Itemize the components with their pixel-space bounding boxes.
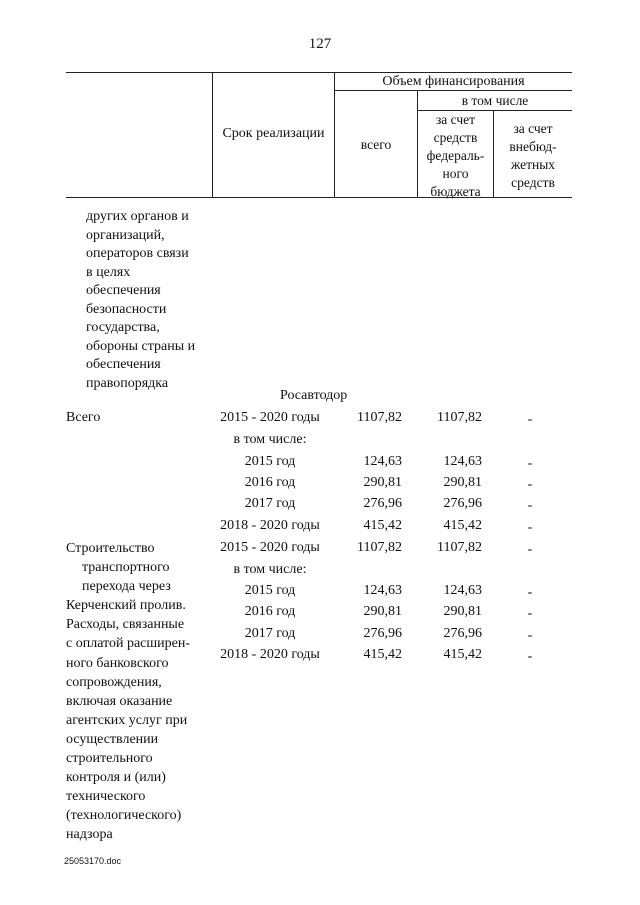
- g2-label-line: строительного: [66, 751, 153, 767]
- header-total: всего: [360, 137, 392, 152]
- g1-total-3: 290,81: [363, 475, 402, 490]
- desc-line: организаций,: [86, 227, 165, 243]
- g2-label-line: перехода через: [82, 579, 171, 595]
- header-federal-line: средств: [433, 130, 478, 145]
- desc-line: операторов связи: [86, 246, 189, 261]
- g2-label-line: включая оказание: [66, 693, 173, 709]
- g2-total-5: 415,42: [363, 647, 402, 662]
- header-federal: [418, 111, 493, 201]
- g2-extra-5: -: [527, 649, 533, 664]
- header-extra-line: жетных: [510, 157, 556, 172]
- g2-label-line: агентских услуг при: [66, 712, 188, 728]
- group1-label: Всего: [66, 410, 101, 425]
- page-number: 127: [308, 36, 332, 52]
- g2-federal-3: 290,81: [443, 604, 482, 619]
- g1-total-4: 276,96: [363, 496, 402, 511]
- g2-extra-3: -: [527, 606, 533, 621]
- g1-extra-2: -: [527, 456, 533, 471]
- header-extra-line: средств: [511, 175, 555, 190]
- g2-label-line: технического: [66, 789, 146, 805]
- header-period: Срок реализации: [222, 126, 325, 141]
- header-extra-line: за счет: [513, 121, 553, 136]
- g1-period-4: 2017 год: [244, 496, 296, 511]
- g2-period-1: в том числе:: [233, 562, 307, 577]
- desc-line: в целях: [86, 264, 131, 280]
- g2-label-line: надзора: [66, 827, 113, 843]
- g2-label-line: с оплатой расширен-: [66, 636, 191, 652]
- g1-federal-4: 276,96: [443, 496, 482, 511]
- g2-period-2: 2015 год: [244, 583, 296, 598]
- footer-document-code: 25053170.doc: [64, 856, 122, 866]
- g2-total-4: 276,96: [363, 626, 402, 641]
- g1-federal-5: 415,42: [443, 518, 482, 533]
- g2-period-4: 2017 год: [244, 626, 296, 641]
- g2-label-line: сопровождения,: [66, 674, 162, 690]
- g1-period-5: 2018 - 2020 годы: [220, 518, 320, 533]
- desc-line: правопорядка: [86, 375, 169, 391]
- g2-period-5: 2018 - 2020 годы: [220, 647, 320, 662]
- g2-federal-0: 1107,82: [437, 540, 482, 555]
- g1-extra-3: -: [527, 477, 533, 492]
- g1-period-3: 2016 год: [244, 475, 296, 490]
- g1-total-0: 1107,82: [357, 410, 402, 425]
- desc-line: обеспечения: [86, 357, 161, 372]
- g2-label-line: Строительство: [66, 541, 155, 556]
- g2-total-0: 1107,82: [357, 540, 402, 555]
- header-federal-line: ного: [442, 166, 469, 181]
- g2-extra-0: -: [527, 542, 533, 557]
- header-federal-line: бюджета: [430, 184, 481, 199]
- g1-total-5: 415,42: [363, 518, 402, 533]
- g2-federal-2: 124,63: [443, 583, 482, 598]
- g1-federal-2: 124,63: [443, 454, 482, 469]
- continued-description: [86, 208, 195, 393]
- desc-line: других органов и: [86, 209, 189, 224]
- g1-extra-5: -: [527, 520, 533, 535]
- g2-federal-5: 415,42: [443, 647, 482, 662]
- header-extra: [494, 120, 572, 192]
- desc-line: безопасности: [86, 301, 167, 317]
- group2-label: [66, 539, 190, 845]
- header-federal-line: за счет: [435, 112, 476, 127]
- g1-period-0: 2015 - 2020 годы: [220, 410, 320, 425]
- g2-label-line: Расходы, связанные: [66, 617, 185, 633]
- header-federal-line: федераль-: [426, 148, 485, 163]
- g2-period-3: 2016 год: [244, 604, 296, 619]
- g1-extra-4: -: [527, 498, 533, 513]
- g2-label-line: транспортного: [82, 560, 170, 576]
- g2-label-line: контроля и (или): [66, 770, 166, 786]
- header-including: в том числе: [461, 93, 529, 108]
- g2-extra-4: -: [527, 628, 533, 643]
- g2-label-line: (технологического): [66, 808, 182, 824]
- g1-total-2: 124,63: [363, 454, 402, 469]
- g2-federal-4: 276,96: [443, 626, 482, 641]
- g2-label-line: ного банковского: [66, 655, 169, 671]
- desc-line: обеспечения: [86, 283, 161, 298]
- g2-extra-2: -: [527, 585, 533, 600]
- g1-extra-0: -: [527, 412, 533, 427]
- header-financing-volume: Объем финансирования: [382, 74, 525, 89]
- header-bottom-rule: [66, 197, 572, 198]
- g2-total-2: 124,63: [363, 583, 402, 598]
- desc-line: государства,: [86, 320, 160, 335]
- g1-period-2: 2015 год: [244, 454, 296, 469]
- g1-federal-3: 290,81: [443, 475, 482, 490]
- header-extra-line: внебюд-: [509, 139, 557, 154]
- g2-label-line: осуществлении: [66, 731, 159, 747]
- g1-federal-0: 1107,82: [437, 410, 482, 425]
- g1-period-1: в том числе:: [233, 432, 307, 447]
- g2-label-line: Керченский пролив.: [66, 598, 186, 614]
- g2-period-0: 2015 - 2020 годы: [220, 540, 320, 555]
- g2-total-3: 290,81: [363, 604, 402, 619]
- desc-line: обороны страны и: [86, 338, 196, 354]
- section-title: Росавтодор: [280, 388, 348, 403]
